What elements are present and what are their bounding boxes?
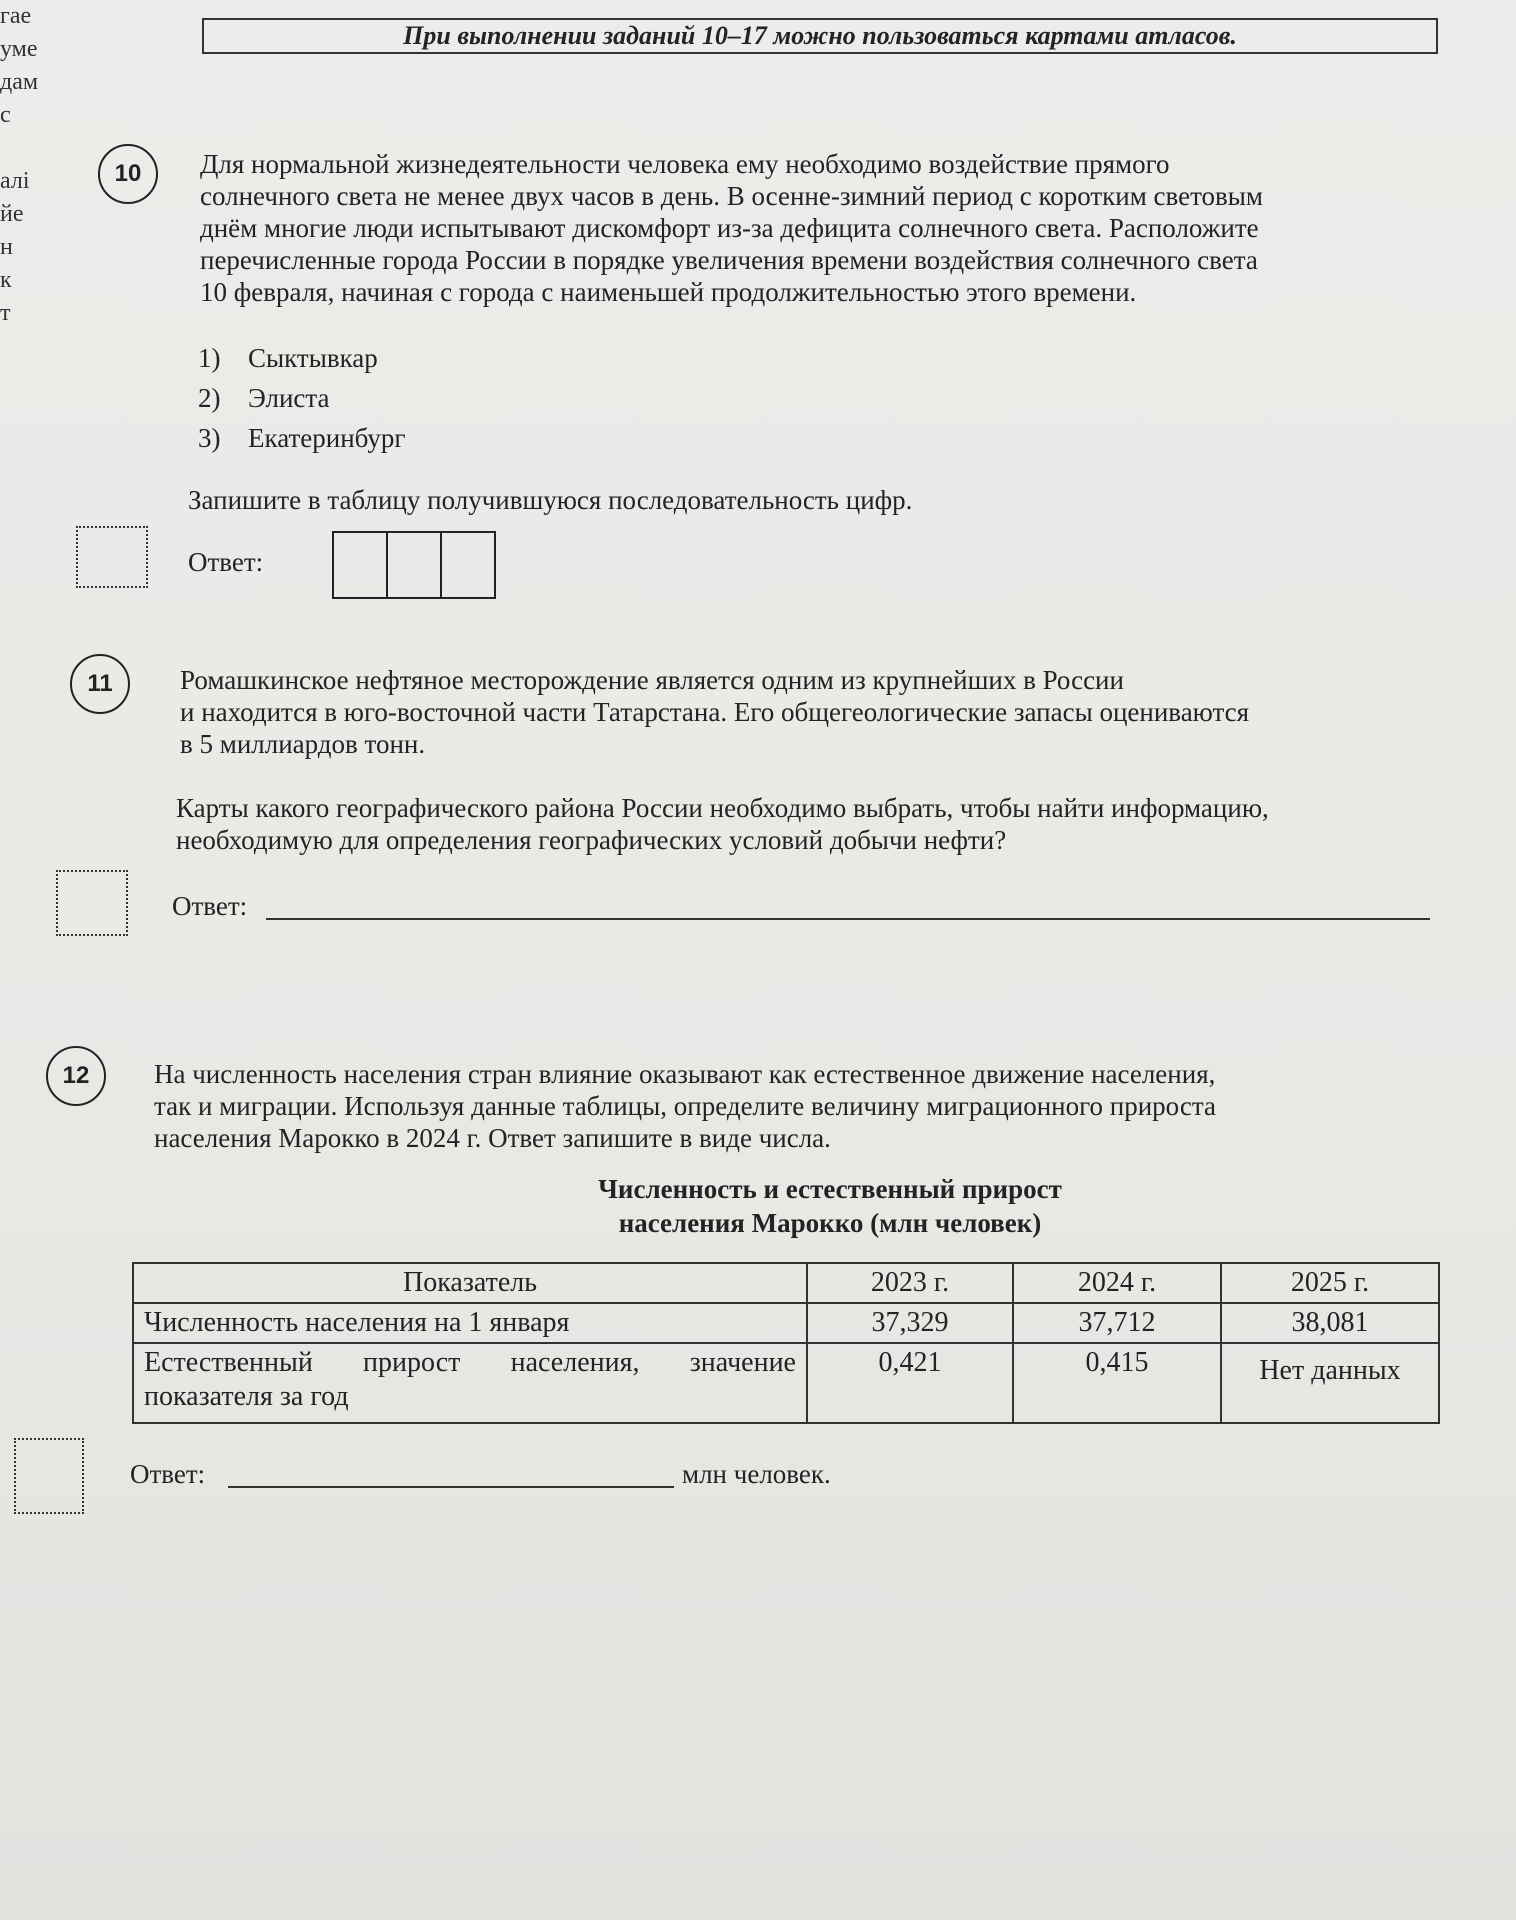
table-header-cell: Показатель: [133, 1263, 807, 1303]
text-line: днём многие люди испытывают дискомфорт из-за дефицита солнечного света. Расположите: [200, 213, 1259, 243]
table-title-line: населения Марокко (млн человек): [618, 1208, 1042, 1238]
table-cell: 37,712: [1013, 1303, 1221, 1343]
text-line: Карты какого географического района России необходимо выбрать, чтобы найти информацию,: [176, 793, 1269, 823]
edge-fragment: дам: [0, 69, 39, 95]
question-11-text: [180, 664, 1428, 760]
text-line: перечисленные города России в порядке увеличения времени воздействия солнечного света: [200, 245, 1258, 275]
text-line: солнечного света не менее двух часов в день. В осенне-зимний период с коротким световым: [200, 181, 1264, 211]
question-11-prompt: [176, 792, 1428, 856]
question-10-answer-cells: [332, 531, 496, 599]
edge-fragment: гае: [0, 3, 32, 29]
question-12-score-box[interactable]: [14, 1438, 84, 1514]
question-10-instruction: Запишите в таблицу получившуюся последовательность цифр.: [188, 485, 913, 515]
text-line: 10 февраля, начиная с города с наименьшей продолжительностью этого времени.: [200, 277, 1137, 307]
atlas-notice-banner: При выполнении заданий 10–17 можно пользоваться картами атласов.: [202, 18, 1438, 54]
option-label: Элиста: [248, 383, 330, 413]
question-11-answer-line[interactable]: [266, 918, 1430, 920]
question-10-score-box[interactable]: [76, 526, 148, 588]
table-cell: Естественный прирост населения, значение показателя за год: [133, 1343, 807, 1423]
text-line: населения Марокко в 2024 г. Ответ запишите в виде числа.: [154, 1123, 831, 1153]
edge-fragment: с: [0, 102, 11, 128]
table-row: [133, 1343, 1439, 1423]
option-3: [198, 422, 405, 454]
table-header-row: [133, 1263, 1439, 1303]
answer-cell[interactable]: [334, 533, 388, 597]
table-cell: Численность населения на 1 января: [133, 1303, 807, 1343]
edge-fragment: уме: [0, 36, 38, 62]
question-10-number: 10: [98, 144, 158, 204]
question-11-score-box[interactable]: [56, 870, 128, 936]
text-line: и находится в юго-восточной части Татарстана. Его общегеологические запасы оцениваются: [180, 697, 1250, 727]
question-10-text: [200, 148, 1420, 308]
table-cell: 0,415: [1013, 1343, 1221, 1423]
table-header-cell: 2023 г.: [807, 1263, 1013, 1303]
edge-fragment: т: [0, 300, 11, 326]
text-line: На численность населения стран влияние оказывают как естественное движение населения,: [154, 1059, 1216, 1089]
question-12-number: 12: [46, 1046, 106, 1106]
question-12-text: [154, 1058, 1434, 1154]
table-cell: Нет данных: [1221, 1343, 1439, 1423]
question-11-number: 11: [70, 654, 130, 714]
table-title: [380, 1172, 1280, 1240]
table-cell: 0,421: [807, 1343, 1013, 1423]
table-cell: 38,081: [1221, 1303, 1439, 1343]
question-10-answer-label: Ответ:: [188, 547, 264, 577]
answer-cell[interactable]: [442, 533, 494, 597]
edge-fragment: алі: [0, 168, 30, 194]
text-line: необходимую для определения географических условий добычи нефти?: [176, 825, 1007, 855]
text-line: Для нормальной жизнедеятельности человека ему необходимо воздействие прямого: [200, 149, 1170, 179]
text-line: в 5 миллиардов тонн.: [180, 729, 426, 759]
option-number: 3): [198, 423, 221, 453]
text-line: Ромашкинское нефтяное месторождение является одним из крупнейших в России: [180, 665, 1124, 695]
edge-fragment: к: [0, 267, 12, 293]
question-12-answer-label: Ответ:: [130, 1459, 206, 1489]
option-label: Екатеринбург: [248, 423, 406, 453]
answer-unit-label: млн человек.: [682, 1459, 831, 1489]
edge-fragment: [0, 132, 40, 165]
text-line: так и миграции. Используя данные таблицы, определите величину миграционного прироста: [154, 1091, 1216, 1121]
edge-fragment: н: [0, 234, 13, 260]
edge-fragment: йе: [0, 201, 24, 227]
table-cell: 37,329: [807, 1303, 1013, 1343]
question-11-answer-label: Ответ:: [172, 891, 248, 921]
table-title-line: Численность и естественный прирост: [598, 1174, 1062, 1204]
answer-cell[interactable]: [388, 533, 442, 597]
previous-page-edge-text: [0, 0, 40, 330]
population-table: [132, 1262, 1440, 1424]
table-header-cell: 2024 г.: [1013, 1263, 1221, 1303]
table-header-cell: 2025 г.: [1221, 1263, 1439, 1303]
option-number: 1): [198, 343, 221, 373]
option-2: [198, 382, 330, 414]
table-row: [133, 1303, 1439, 1343]
option-label: Сыктывкар: [248, 343, 378, 373]
option-1: [198, 342, 378, 374]
question-12-answer-line[interactable]: [228, 1486, 674, 1488]
option-number: 2): [198, 383, 221, 413]
